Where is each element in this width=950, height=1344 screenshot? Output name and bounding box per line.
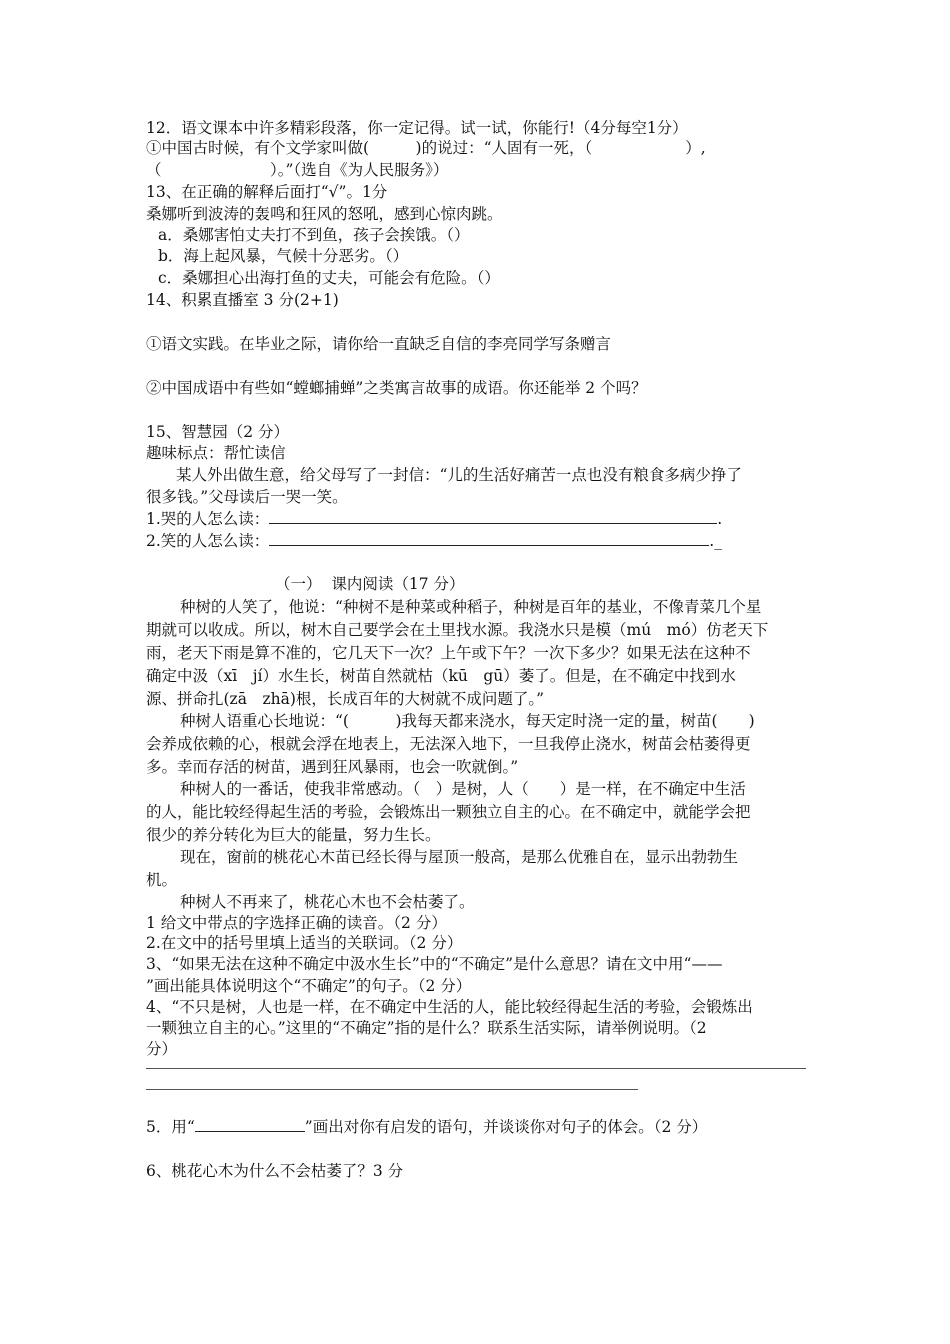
q15-answer-cry-line[interactable]	[269, 509, 717, 524]
q5-underline-sample	[195, 1117, 305, 1132]
reading-p1-line: 确定中汲（xī jí）水生长，树苗自然就枯（kū gū）萎了。但是，在不确定中找到水	[146, 667, 736, 685]
reading-p1-line: 期就可以收成。所以，树木自己要学会在土里找水源。我浇水只是模（mú mó）仿老天下	[146, 621, 769, 639]
reading-p3-line: 的人，能比较经得起生活的考验，会锻炼出一颗独立自主的心。在不确定中，就能学会把	[146, 803, 751, 821]
q13-option-c: c．桑娜担心出海打鱼的丈夫，可能会有危险。（）	[158, 269, 500, 287]
answer-line[interactable]	[146, 1089, 638, 1090]
reading-question: 分）	[146, 1040, 178, 1058]
q5-suffix: ”画出对你有启发的语句，并谈谈你对句子的体会。（2 分）	[304, 1118, 708, 1136]
q14-title: 14、积累直播室 3 分(2+1)	[146, 291, 339, 309]
reading-p1-line: 种树的人笑了，他说：“种树不是种菜或种稻子，种树是百年的基业，不像青菜几个星	[180, 598, 762, 616]
q15-letter-line2: 很多钱。”父母读后一哭一笑。	[146, 488, 348, 506]
answer-line[interactable]	[146, 1068, 806, 1069]
q13-sentence: 桑娜听到波涛的轰鸣和狂风的怒吼，感到心惊肉跳。	[146, 205, 503, 223]
reading-p4-line: 机。	[146, 871, 178, 889]
reading-p3-line: 很少的养分转化为巨大的能量，努力生长。	[146, 826, 441, 844]
reading-question-5	[146, 1117, 707, 1137]
reading-question: 1 给文中带点的字选择正确的读音。（2 分）	[146, 914, 447, 932]
q5-prefix: 5．用“	[146, 1118, 195, 1136]
reading-question: 4、“不只是树，人也是一样，在不确定中生活的人，能比较经得起生活的考验，会锻炼出	[146, 998, 753, 1016]
q13-title: 13、在正确的解释后面打“√”。1分	[146, 183, 388, 201]
q15-answer-laugh	[146, 531, 722, 551]
q14-item2: ②中国成语中有些如“螳螂捕蝉”之类寓言故事的成语。你还能举 2 个吗？	[146, 379, 647, 397]
reading-question: 一颗独立自主的心。”这里的“不确定”指的是什么？联系生活实际，请举例说明。（2	[146, 1019, 707, 1037]
reading-p1-line: 源、拼命扎(zā zhā)根，长成百年的大树就不成问题了。”	[146, 690, 545, 708]
q12-title: 12．语文课本中许多精彩段落，你一定记得。试一试，你能行!（4分每空1分）	[146, 119, 688, 137]
reading-heading: （一） 课内阅读（17 分）	[275, 575, 465, 593]
q15-title: 15、智慧园（2 分）	[146, 423, 290, 441]
reading-p2-line: 多。幸而存活的树苗，遇到狂风暴雨，也会一吹就倒。”	[146, 758, 519, 776]
reading-question-6: 6、桃花心木为什么不会枯萎了？3 分	[146, 1162, 404, 1180]
reading-p2-line: 种树人语重心长地说：“( )我每天都来浇水，每天定时浇一定的量，树苗( )	[180, 712, 755, 730]
reading-question: ”画出能具体说明这个“不确定”的句子。（2 分）	[146, 977, 472, 995]
q15-answer-cry-end: .	[717, 510, 723, 528]
q15-letter-line1: 某人外出做生意，给父母写了一封信：“儿的生活好痛苦一点也没有粮食多病少挣了	[176, 466, 742, 484]
q15-answer-cry	[146, 509, 722, 529]
q12-line1: ①中国古时候，有个文学家叫做( )的说过：“人固有一死，（ ）,	[146, 139, 706, 157]
reading-p2-line: 会养成依赖的心，根就会浮在地表上，无法深入地下，一旦我停止浇水，树苗会枯萎得更	[146, 735, 751, 753]
reading-p3-line: 种树人的一番话，使我非常感动。（ ）是树，人（ ）是一样，在不确定中生活	[180, 780, 746, 798]
reading-question: 3、“如果无法在这种不确定中汲水生长”中的“不确定”是什么意思？请在文中用“——	[146, 955, 723, 973]
reading-p1-line: 雨，老天下雨是算不准的，它几天下一次？上午或下午？一次下多少？如果无法在这种不	[146, 644, 751, 662]
q13-option-a: a．桑娜害怕丈夫打不到鱼，孩子会挨饿。（）	[158, 226, 470, 244]
q15-answer-laugh-line[interactable]	[269, 531, 709, 546]
q15-answer-laugh-end: ._	[709, 532, 722, 550]
q14-item1: ①语文实践。在毕业之际，请你给一直缺乏自信的李亮同学写条赠言	[146, 335, 612, 353]
q12-line2: （ ）。”（选自《为人民服务》）	[146, 161, 449, 179]
q15-answer-laugh-label: 2.笑的人怎么读：	[146, 532, 270, 550]
reading-question: 2.在文中的括号里填上适当的关联词。（2 分）	[146, 934, 463, 952]
reading-p4-line: 现在，窗前的桃花心木苗已经长得与屋顶一般高，是那么优雅自在，显示出勃勃生	[180, 848, 739, 866]
q13-option-b: b．海上起风暴，气候十分恶劣。（）	[158, 247, 409, 265]
q15-answer-cry-label: 1.哭的人怎么读：	[146, 510, 270, 528]
q15-subtitle: 趣味标点：帮忙读信	[146, 444, 286, 462]
reading-p5: 种树人不再来了，桃花心木也不会枯萎了。	[180, 893, 475, 911]
